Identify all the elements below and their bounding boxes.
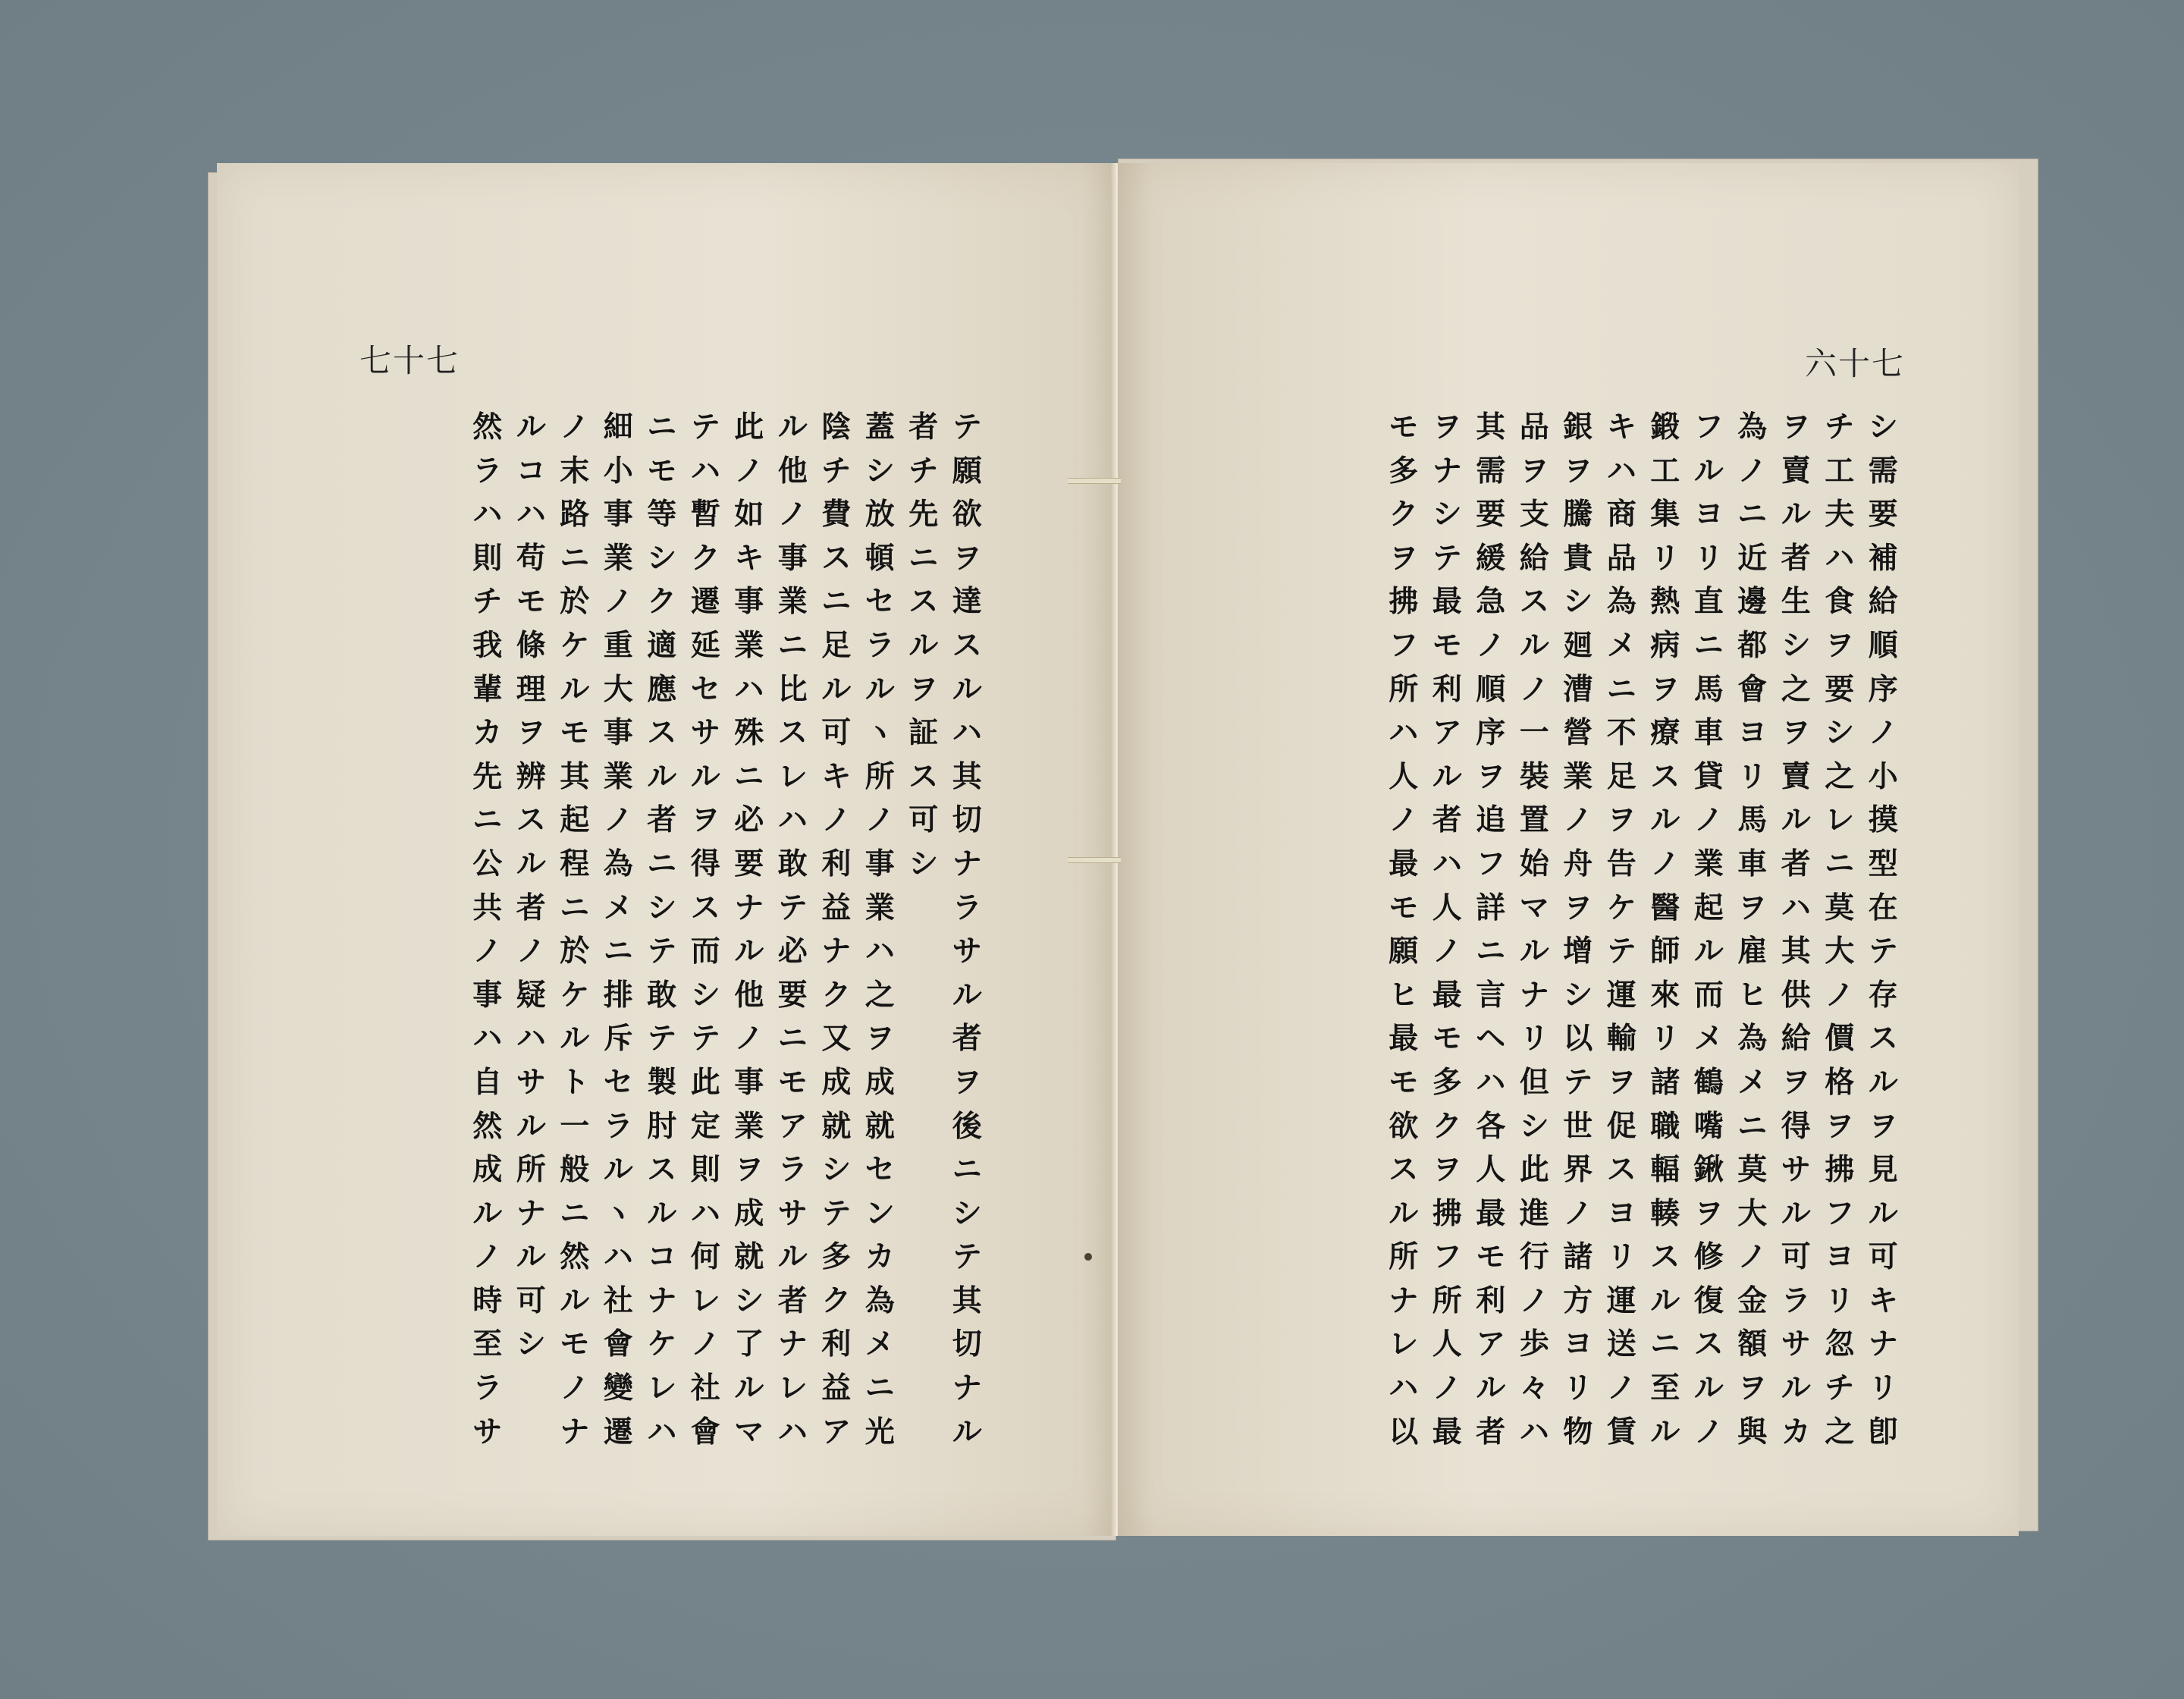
- right-page: [1118, 163, 2019, 1536]
- text-column: キ ハ 商 品 為 メ ニ 不 足 ヲ 告 ケ テ 運 輸 ヲ 促 ス ヨ リ 運 送 ノ 賃: [1606, 410, 1636, 1449]
- left-page: [217, 163, 1118, 1536]
- text-column: 然 ラ ハ 則 チ 我 輩 カ 先 ニ 公 共 ノ 事 ハ 自 然 成 ル ノ 時 至 ラ サ: [472, 410, 503, 1449]
- text-column: 其 需 要 緩 急 ノ 順 序 ヲ 追 フ 詳 ニ 言 ヘ ハ 各 人 最 モ 利 ア ル 者: [1476, 410, 1506, 1449]
- text-column: ニ モ 等 シ ク 適 應 ス ル 者 ニ シ テ 敢 テ 製 肘 ス ル コ ナ ケ レ ハ: [647, 410, 677, 1449]
- text-column: テ 願 欲 ヲ 達 ス ル ハ 其 切 ナ ラ サ ル 者 ヲ 後 ニ シ テ 其 切 ナ ル: [952, 410, 982, 1449]
- text-column: 陰 チ 費 ス ニ 足 ル 可 キ ノ 利 益 ナ ク 又 成 就 シ テ 多 ク 利 益 ア: [821, 410, 852, 1449]
- right-page-number: 六十七: [1804, 345, 1905, 382]
- text-column: 銀 ヲ 騰 貴 シ 廻 漕 營 業 ノ 舟 ヲ 增 シ 以 テ 世 界 ノ 諸 方 ヨ リ 物: [1563, 410, 1593, 1449]
- text-column: シ 需 要 補 給 順 序 ノ 小 摸 型 在 テ 存 ス ル ヲ 見 ル 可 キ ナ リ 卽: [1868, 410, 1898, 1449]
- text-column: 為 ノ ニ 近 邊 都 會 ヨ リ 馬 車 ヲ 雇 ヒ 為 メ ニ 莫 大 ノ 金 額 ヲ 與: [1737, 410, 1768, 1449]
- text-column: 者 チ 先 ニ ス ル ヲ 証 ス 可 シ: [908, 410, 939, 881]
- binding-stitch-middle: [1068, 857, 1121, 863]
- text-column: モ 多 ク ヲ 拂 フ 所 ハ 人 ノ 最 モ 願 ヒ 最 モ 欲 ス ル 所 ナ レ ハ 以: [1389, 410, 1419, 1449]
- text-column: 蓋 シ 放 頓 セ ラ ル ヽ 所 ノ 事 業 ハ 之 ヲ 成 就 セ ン カ 為 メ ニ 光: [864, 410, 895, 1449]
- text-column: 鍛 工 集 リ 熱 病 ヲ 療 ス ル ノ 醫 師 來 リ 諸 職 輻 輳 ス ル ニ 至 ル: [1650, 410, 1680, 1449]
- text-column: チ 工 夫 ハ 食 ヲ 要 シ 之 レ ニ 莫 大 ノ 價 格 ヲ 拂 フ ヨ リ 忽 チ 之: [1825, 410, 1855, 1449]
- text-column: フ ル ヨ リ 直 ニ 馬 車 貸 ノ 業 起 ル 而 メ 鶴 嘴 鍬 ヲ 修 復 ス ル ノ: [1693, 410, 1724, 1449]
- text-column: ル コ ハ 苟 モ 條 理 ヲ 辨 ス ル 者 ノ 疑 ハ サ ル 所 ナ ル 可 シ: [516, 410, 546, 1362]
- right-page-text: [1382, 406, 1905, 1454]
- binding-stitch-top: [1068, 478, 1121, 484]
- text-column: 此 ノ 如 キ 事 業 ハ 殊 ニ 必 要 ナ ル 他 ノ 事 業 ヲ 成 就 シ 了 ル マ: [734, 410, 764, 1449]
- text-column: ル 他 ノ 事 業 ニ 比 ス レ ハ 敢 テ 必 要 ニ モ ア ラ サ ル 者 ナ レ ハ: [777, 410, 808, 1449]
- text-column: テ ハ 暫 ク 遷 延 セ サ ル ヲ 得 ス 而 シ テ 此 定 則 ハ 何 レ ノ 社 會: [690, 410, 720, 1449]
- text-column: ヲ 賣 ル 者 生 シ 之 ヲ 賣 ル 者 ハ 其 供 給 ヲ 得 サ ル 可 ラ サ ル カ: [1781, 410, 1811, 1449]
- left-page-text: [466, 406, 989, 1454]
- text-column: 細 小 事 業 ノ 重 大 事 業 ノ 為 メ ニ 排 斥 セ ラ ル ヽ ハ 社 會 變 遷: [603, 410, 633, 1449]
- text-column: ノ 末 路 ニ 於 ケ ル モ 其 起 程 ニ 於 ケ ル ト 一 般 ニ 然 ル モ ノ ナ: [560, 410, 590, 1449]
- text-column: 品 ヲ 支 給 ス ル ノ 一 裝 置 始 マ ル ナ リ 但 シ 此 進 行 ノ 歩 々 ハ: [1519, 410, 1549, 1449]
- open-book: [203, 155, 2038, 1547]
- binding-hole-bottom: [1084, 1253, 1092, 1261]
- text-column: ヲ ナ シ テ 最 モ 利 ア ル 者 ハ 人 ノ 最 モ 多 ク ヲ 拂 フ 所 人 ノ 最: [1432, 410, 1462, 1449]
- left-page-number: 七十七: [359, 342, 460, 379]
